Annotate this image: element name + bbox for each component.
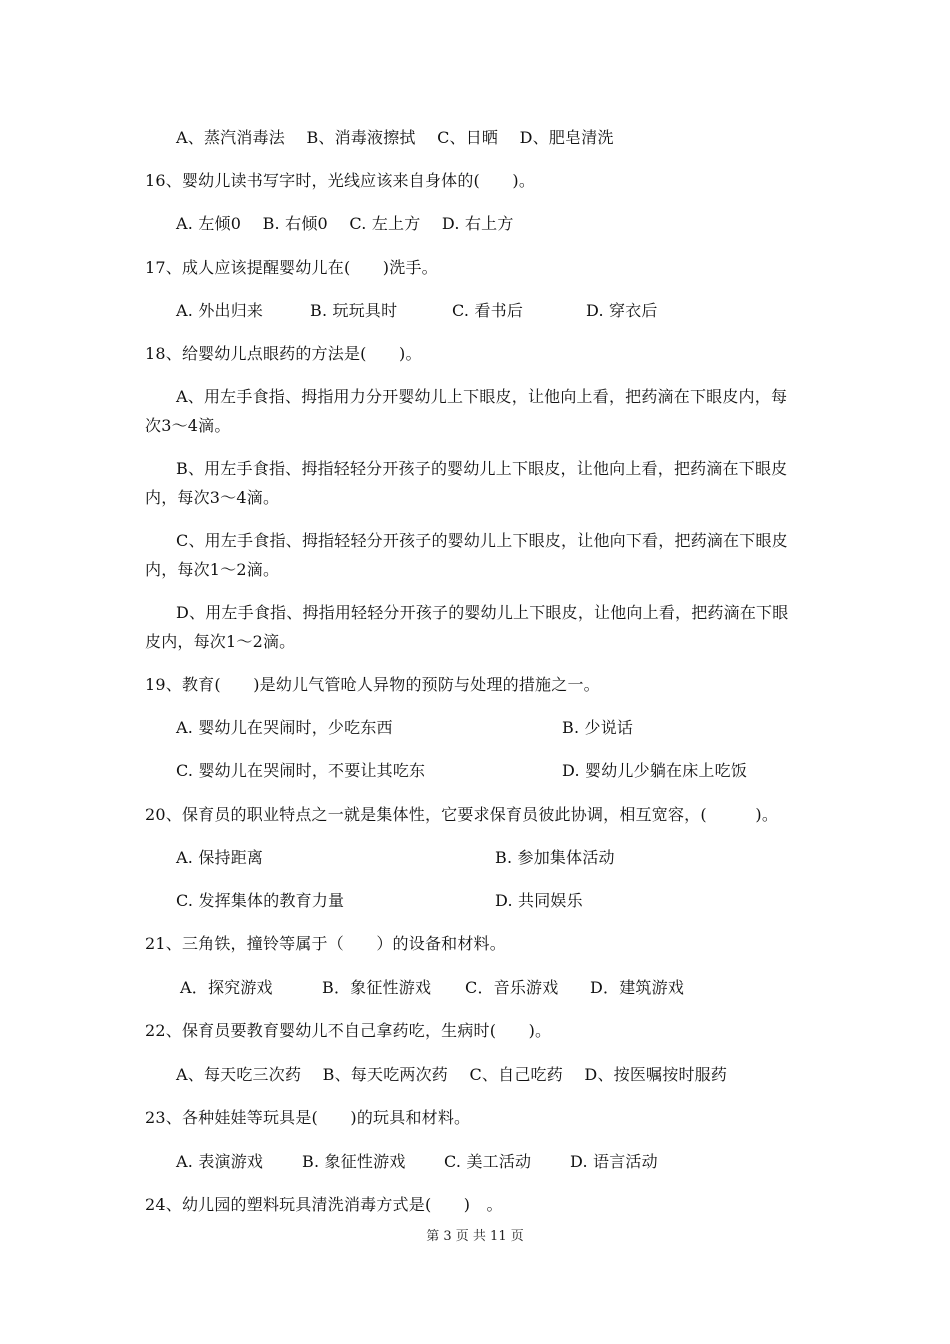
q17-option-c: C. 看书后 bbox=[452, 301, 524, 320]
q17-option-d: D. 穿衣后 bbox=[586, 301, 658, 320]
page-footer: 第 3 页 共 11 页 bbox=[426, 1229, 524, 1244]
q17-option-a: A. 外出归来 bbox=[176, 301, 264, 320]
q19-question: 19、教育( )是幼儿气管呛人异物的预防与处理的措施之一。 bbox=[145, 675, 600, 694]
q16-options: A. 左倾0 B. 右倾0 C. 左上方 D. 右上方 bbox=[176, 214, 514, 233]
q21-option-b: B．象征性游戏 bbox=[322, 978, 432, 997]
q18-option-a-line2: 次3～4滴。 bbox=[145, 416, 231, 435]
q18-question: 18、给婴幼儿点眼药的方法是( )。 bbox=[145, 344, 422, 363]
q16-question: 16、婴幼儿读书写字时，光线应该来自身体的( )。 bbox=[145, 171, 536, 190]
q19-option-a: A. 婴幼儿在哭闹时，少吃东西 bbox=[176, 718, 393, 737]
q23-question: 23、各种娃娃等玩具是( )的玩具和材料。 bbox=[145, 1108, 471, 1127]
q20-option-a: A. 保持距离 bbox=[176, 848, 264, 867]
q20-option-b: B. 参加集体活动 bbox=[495, 848, 615, 867]
q19-option-c: C. 婴幼儿在哭闹时，不要让其吃东 bbox=[176, 761, 426, 780]
q24-question: 24、幼儿园的塑料玩具清洗消毒方式是( ) 。 bbox=[145, 1195, 503, 1214]
q18-option-a-line1: A、用左手食指、拇指用力分开婴幼儿上下眼皮，让他向上看，把药滴在下眼皮内，每 bbox=[176, 387, 788, 406]
q23-option-b: B. 象征性游戏 bbox=[302, 1152, 406, 1171]
q19-option-b: B. 少说话 bbox=[562, 718, 634, 737]
q21-question: 21、三角铁，撞铃等属于（ ）的设备和材料。 bbox=[145, 934, 506, 953]
q22-options: A、每天吃三次药 B、每天吃两次药 C、自己吃药 D、按医嘱按时服药 bbox=[176, 1065, 728, 1084]
q23-option-a: A. 表演游戏 bbox=[176, 1152, 264, 1171]
q18-option-c-line2: 内，每次1～2滴。 bbox=[145, 560, 280, 579]
q21-option-c: C．音乐游戏 bbox=[465, 978, 559, 997]
q23-option-d: D. 语言活动 bbox=[570, 1152, 658, 1171]
q21-option-a: A．探究游戏 bbox=[180, 978, 273, 997]
q18-option-b-line1: B、用左手食指、拇指轻轻分开孩子的婴幼儿上下眼皮，让他向上看，把药滴在下眼皮 bbox=[176, 459, 788, 478]
q18-option-d-line2: 皮内，每次1～2滴。 bbox=[145, 632, 296, 651]
q18-option-c-line1: C、用左手食指、拇指轻轻分开孩子的婴幼儿上下眼皮，让他向下看，把药滴在下眼皮 bbox=[176, 531, 788, 550]
q17-option-b: B. 玩玩具时 bbox=[310, 301, 398, 320]
q18-option-d-line1: D、用左手食指、拇指用轻轻分开孩子的婴幼儿上下眼皮，让他向上看，把药滴在下眼 bbox=[176, 603, 789, 622]
q22-question: 22、保育员要教育婴幼儿不自己拿药吃，生病时( )。 bbox=[145, 1021, 552, 1040]
q17-question: 17、成人应该提醒婴幼儿在( )洗手。 bbox=[145, 258, 438, 277]
q20-option-c: C. 发挥集体的教育力量 bbox=[176, 891, 345, 910]
q20-question: 20、保育员的职业特点之一就是集体性，它要求保育员彼此协调，相互宽容，( )。 bbox=[145, 805, 779, 824]
q23-option-c: C. 美工活动 bbox=[444, 1152, 532, 1171]
q21-option-d: D．建筑游戏 bbox=[590, 978, 685, 997]
q15-options: A、蒸汽消毒法 B、消毒液擦拭 C、日晒 D、肥皂清洗 bbox=[176, 128, 614, 147]
q20-option-d: D. 共同娱乐 bbox=[495, 891, 583, 910]
q19-option-d: D. 婴幼儿少躺在床上吃饭 bbox=[562, 761, 748, 780]
q18-option-b-line2: 内，每次3～4滴。 bbox=[145, 488, 280, 507]
